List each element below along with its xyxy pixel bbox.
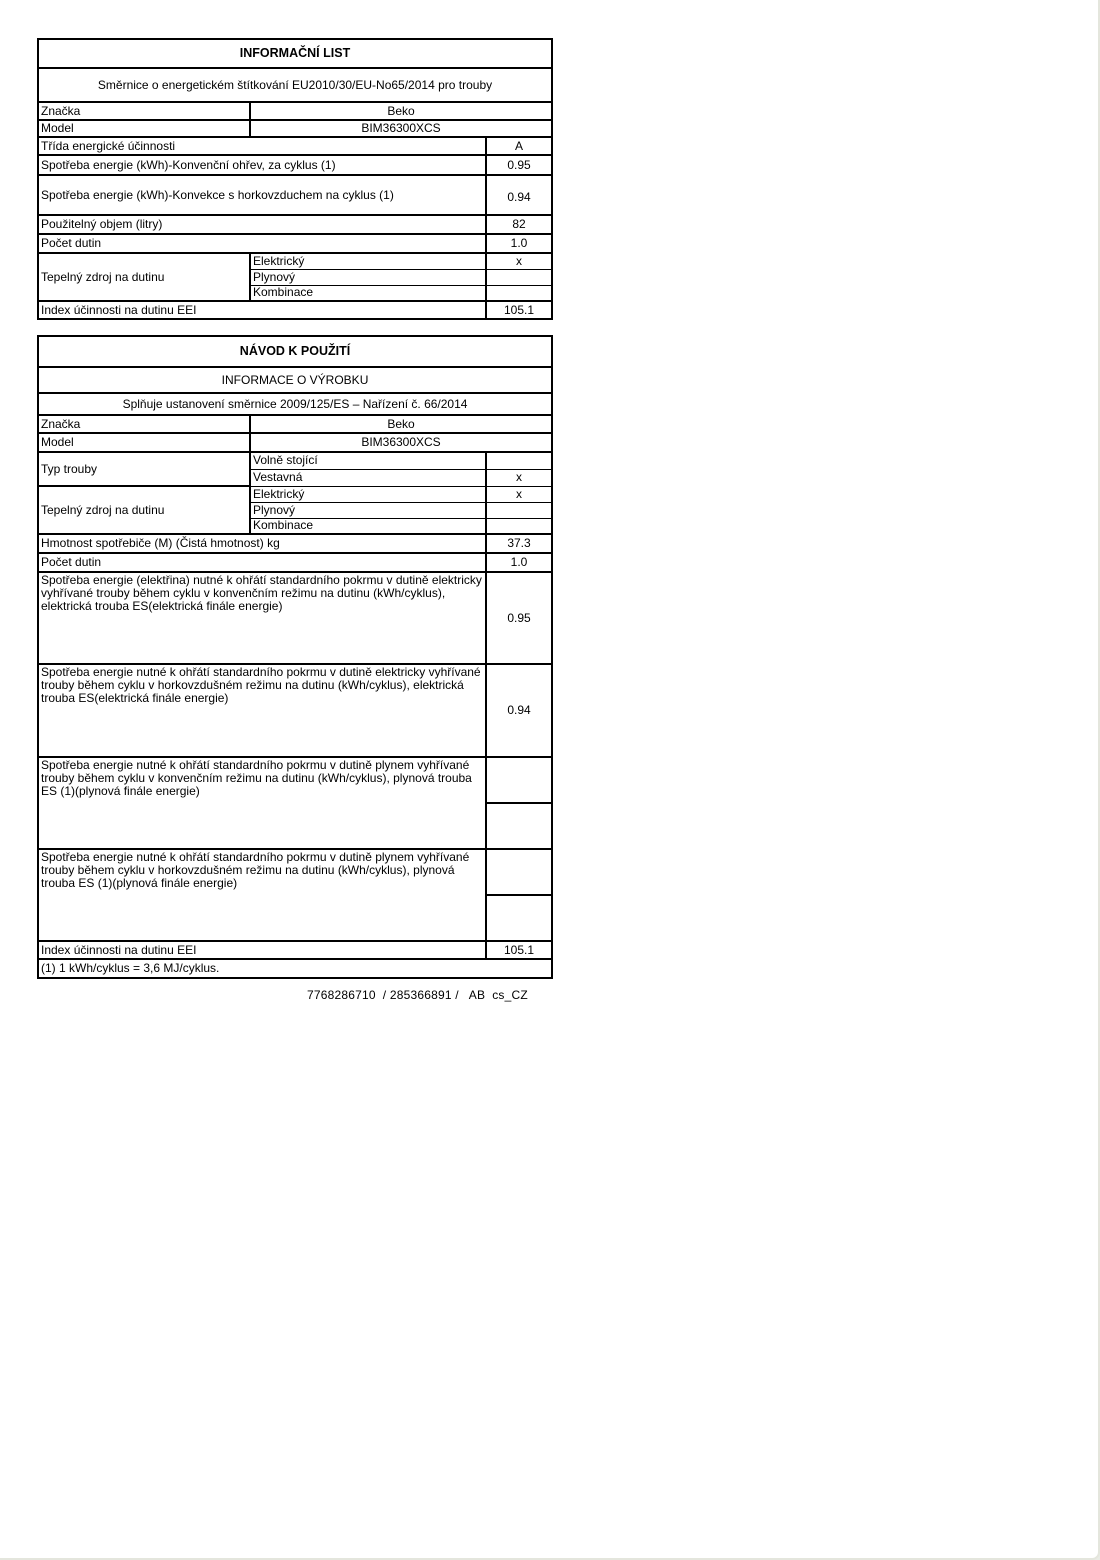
electric-convection-consumption-value: 0.94 [486,664,552,757]
convection-consumption-value: 0.94 [486,175,552,215]
instructions-table [37,335,553,979]
gas-convection-consumption-value-b [486,895,552,941]
oven-type-label: Typ trouby [38,452,250,486]
conventional-consumption-value: 0.95 [486,155,552,175]
heat-source-gas-value [486,502,552,518]
cavity-count-value: 1.0 [486,234,552,253]
oven-type-builtin-value: x [486,469,552,486]
heat-source-label: Tepelný zdroj na dutinu [38,253,250,301]
cavity-count-label: Počet dutin [38,553,486,572]
convection-consumption-label: Spotřeba energie (kWh)-Konvekce s horkovzduchem na cyklus (1) [38,175,486,215]
heat-source-electric-value: x [486,486,552,502]
heat-source-gas-label: Plynový [250,269,486,285]
gas-conventional-consumption-value-a [486,757,552,803]
cavity-count-value: 1.0 [486,553,552,572]
information-sheet-table [37,38,553,320]
conventional-consumption-label: Spotřeba energie (kWh)-Konvenční ohřev, za cyklus (1) [38,155,486,175]
electric-conventional-consumption-label: Spotřeba energie (elektřina) nutné k ohřátí standardního pokrmu v dutině elektricky vyhřívané trouby během cyklu v konvenčním režimu na dutinu (kWh/cyklus), elektrická trouba ES(elektrická finále energie) [38,572,486,664]
oven-type-builtin-label: Vestavná [250,469,486,486]
oven-type-freestanding-label: Volně stojící [250,452,486,469]
heat-source-electric-value: x [486,253,552,269]
gas-conventional-consumption-label: Spotřeba energie nutné k ohřátí standardního pokrmu v dutině plynem vyhřívané trouby během cyklu v konvenčním režimu na dutinu (kWh/cyklus), plynová trouba ES (1)(plynová finále energie) [38,757,486,849]
oven-type-freestanding-value [486,452,552,469]
electric-convection-consumption-label: Spotřeba energie nutné k ohřátí standardního pokrmu v dutině elektricky vyhřívané trouby během cyklu v horkovzdušném režimu na dutinu (kWh/cyklus), elektrická trouba ES(elektrická finále energie) [38,664,486,757]
gas-conventional-consumption-value-b [486,803,552,849]
heat-source-electric-label: Elektrický [250,486,486,502]
brand-label: Značka [38,415,250,433]
info-sheet-title: INFORMAČNÍ LIST [38,39,552,68]
heat-source-combined-value [486,285,552,301]
usable-volume-value: 82 [486,215,552,234]
model-value: BIM36300XCS [250,120,552,137]
model-label: Model [38,120,250,137]
heat-source-electric-label: Elektrický [250,253,486,269]
energy-class-value: A [486,137,552,155]
instructions-title: NÁVOD K POUŽITÍ [38,336,552,367]
brand-label: Značka [38,102,250,120]
footnote: (1) 1 kWh/cyklus = 3,6 MJ/cyklus. [38,959,552,978]
model-value: BIM36300XCS [250,433,552,452]
model-label: Model [38,433,250,452]
brand-value: Beko [250,102,552,120]
heat-source-gas-value [486,269,552,285]
heat-source-combined-label: Kombinace [250,518,486,534]
info-sheet-subtitle: Směrnice o energetickém štítkování EU2010/30/EU-No65/2014 pro trouby [38,68,552,102]
eei-value: 105.1 [486,941,552,959]
appliance-mass-value: 37.3 [486,534,552,553]
gas-convection-consumption-value-a [486,849,552,895]
eei-label: Index účinnosti na dutinu EEI [38,301,486,319]
heat-source-gas-label: Plynový [250,502,486,518]
heat-source-combined-label: Kombinace [250,285,486,301]
heat-source-label: Tepelný zdroj na dutinu [38,486,250,534]
gas-convection-consumption-label: Spotřeba energie nutné k ohřátí standardního pokrmu v dutině plynem vyhřívané trouby během cyklu v horkovzdušném režimu na dutinu (kWh/cyklus), plynová trouba ES (1)(plynová finále energie) [38,849,486,941]
appliance-mass-label: Hmotnost spotřebiče (M) (Čistá hmotnost) kg [38,534,486,553]
brand-value: Beko [250,415,552,433]
heat-source-combined-value [486,518,552,534]
eei-value: 105.1 [486,301,552,319]
document-code: 7768286710 / 285366891 / AB cs_CZ [307,988,528,1002]
product-info-heading: INFORMACE O VÝROBKU [38,367,552,393]
eei-label: Index účinnosti na dutinu EEI [38,941,486,959]
energy-class-label: Třída energické účinnosti [38,137,486,155]
cavity-count-label: Počet dutin [38,234,486,253]
regulation-text: Splňuje ustanovení směrnice 2009/125/ES – Nařízení č. 66/2014 [38,393,552,415]
usable-volume-label: Použitelný objem (litry) [38,215,486,234]
electric-conventional-consumption-value: 0.95 [486,572,552,664]
